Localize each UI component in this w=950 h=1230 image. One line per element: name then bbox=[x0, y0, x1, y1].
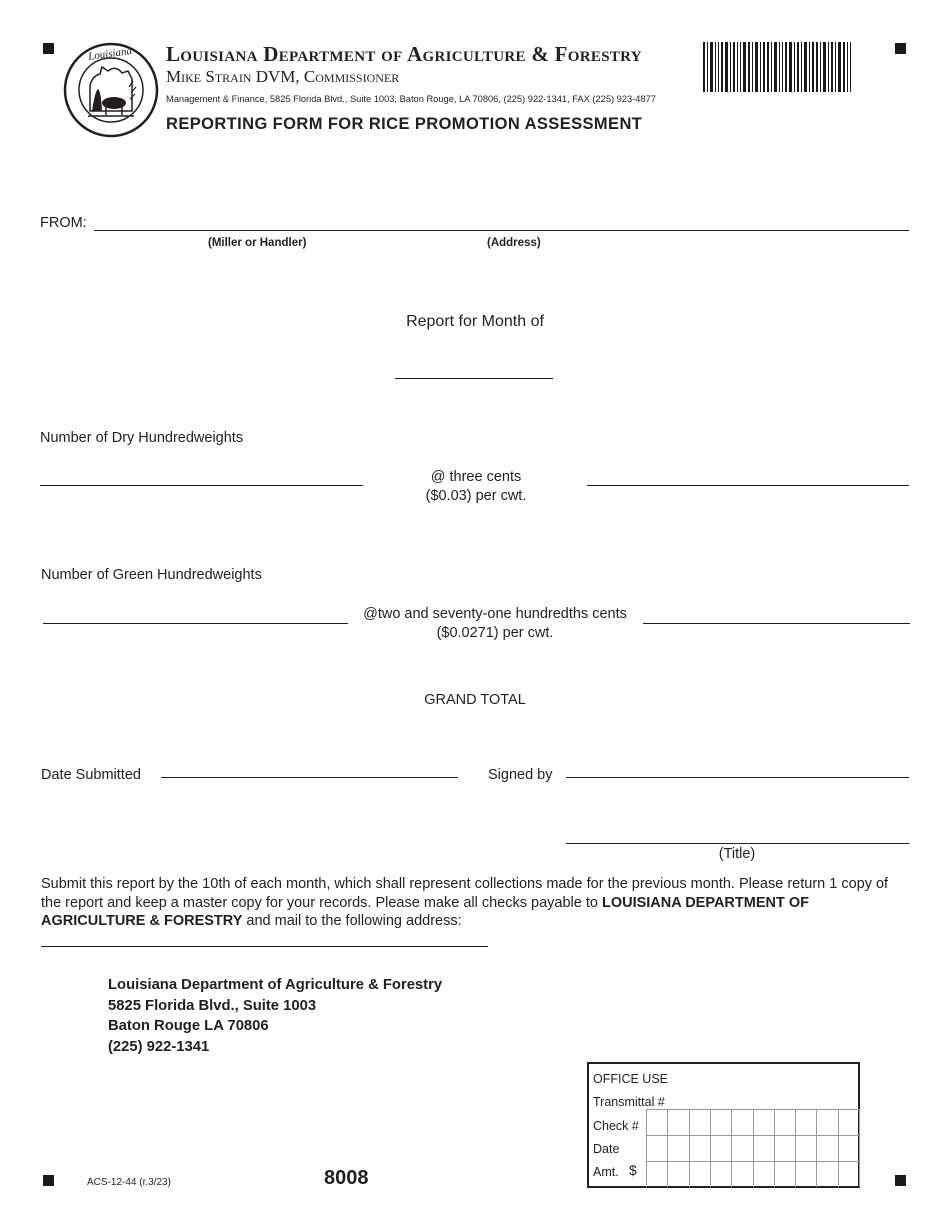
green-rate-line2: ($0.0271) per cwt. bbox=[436, 625, 554, 641]
mailing-address-line2: 5825 Florida Blvd., Suite 1003 bbox=[108, 997, 317, 1014]
mailing-address-line3: Baton Rouge LA 70806 bbox=[108, 1018, 269, 1034]
registration-mark-bottom-right bbox=[895, 1175, 906, 1186]
grid-column-line bbox=[753, 1109, 754, 1187]
grid-row-line bbox=[646, 1109, 859, 1110]
instructions-payee: LOUISIANA DEPARTMENT OF AGRICULTURE & FORESTRY bbox=[41, 894, 809, 929]
office-use-heading: OFFICE USE bbox=[593, 1072, 669, 1086]
from-label: FROM: bbox=[40, 215, 87, 231]
barcode-bar bbox=[703, 42, 705, 92]
dry-rate-line2: ($0.03) per cwt. bbox=[425, 488, 527, 504]
form-number: ACS-12-44 (r.3/23) bbox=[87, 1177, 171, 1188]
miller-handler-caption: (Miller or Handler) bbox=[208, 237, 307, 249]
dry-rate-line1: @ three cents bbox=[430, 469, 522, 485]
office-date-label: Date bbox=[593, 1142, 620, 1156]
barcode-bar bbox=[809, 42, 810, 92]
barcode-bar bbox=[710, 42, 713, 92]
barcode-bar bbox=[752, 42, 753, 92]
barcode-bar bbox=[782, 42, 783, 92]
grid-column-line bbox=[731, 1109, 732, 1187]
grid-column-line bbox=[646, 1109, 647, 1187]
form-title: REPORTING FORM FOR RICE PROMOTION ASSESSMENT bbox=[166, 115, 643, 133]
grid-row-line bbox=[646, 1135, 859, 1136]
barcode-bar bbox=[812, 42, 814, 92]
barcode-bar bbox=[820, 42, 821, 92]
barcode-bar bbox=[835, 42, 836, 92]
barcode-bar bbox=[771, 42, 772, 92]
barcode-bar bbox=[740, 42, 741, 92]
date-submitted-input-line[interactable] bbox=[161, 777, 458, 778]
grid-column-line bbox=[795, 1109, 796, 1187]
department-title: Louisiana Department of Agriculture & Forestry bbox=[166, 42, 642, 66]
registration-mark-top-right bbox=[895, 43, 906, 54]
grid-column-line bbox=[774, 1109, 775, 1187]
barcode-bar bbox=[847, 42, 848, 92]
currency-symbol: $ bbox=[629, 1162, 637, 1178]
barcode-bar bbox=[797, 42, 799, 92]
barcode-bar bbox=[760, 42, 761, 92]
grand-total-label: GRAND TOTAL bbox=[424, 692, 526, 708]
grid-column-line bbox=[710, 1109, 711, 1187]
barcode-bar bbox=[794, 42, 795, 92]
commissioner-line: Mike Strain DVM, Commissioner bbox=[166, 67, 400, 86]
barcode-bar bbox=[850, 42, 851, 92]
grid-column-line bbox=[838, 1109, 839, 1187]
barcode-bar bbox=[779, 42, 780, 92]
barcode-bar bbox=[721, 42, 723, 92]
report-month-input-line[interactable] bbox=[395, 378, 553, 379]
mailing-address bbox=[108, 975, 442, 1057]
dry-hundredweights-input-line[interactable] bbox=[40, 485, 363, 486]
address-caption: (Address) bbox=[487, 237, 541, 249]
barcode-bar bbox=[743, 42, 746, 92]
mailing-address-line1: Louisiana Department of Agriculture & Forestry bbox=[108, 977, 443, 993]
green-amount-input-line[interactable] bbox=[643, 623, 910, 624]
signed-by-label: Signed by bbox=[488, 767, 553, 783]
transmittal-label: Transmittal # bbox=[593, 1095, 665, 1109]
barcode-bar bbox=[828, 42, 829, 92]
barcode-bar bbox=[737, 42, 738, 92]
amount-label: Amt. bbox=[593, 1165, 619, 1179]
department-seal bbox=[62, 41, 160, 139]
mailing-address-phone: (225) 922-1341 bbox=[108, 1038, 210, 1055]
barcode-bar bbox=[823, 42, 826, 92]
green-rate-line1: @two and seventy-one hundredths cents bbox=[363, 606, 627, 622]
dry-hundredweights-label: Number of Dry Hundredweights bbox=[40, 430, 244, 446]
barcode bbox=[703, 42, 853, 92]
barcode-bar bbox=[725, 42, 728, 92]
title-input-line[interactable] bbox=[566, 843, 909, 844]
barcode-bar bbox=[843, 42, 845, 92]
seal-script-text: Louisiana bbox=[87, 44, 133, 64]
grid-column-line bbox=[689, 1109, 690, 1187]
barcode-bar bbox=[804, 42, 807, 92]
grid-row-line bbox=[646, 1161, 859, 1162]
barcode-bar bbox=[755, 42, 758, 92]
from-input-line[interactable] bbox=[94, 230, 909, 231]
office-use-entry-grid[interactable] bbox=[646, 1109, 859, 1187]
instructions-paragraph bbox=[41, 875, 903, 931]
barcode-bar bbox=[816, 42, 818, 92]
barcode-bar bbox=[774, 42, 777, 92]
check-number-label: Check # bbox=[593, 1119, 639, 1133]
green-hundredweights-label: Number of Green Hundredweights bbox=[41, 567, 262, 583]
barcode-bar bbox=[733, 42, 735, 92]
dry-amount-input-line[interactable] bbox=[587, 485, 909, 486]
registration-mark-top-left bbox=[43, 43, 54, 54]
barcode-bar bbox=[707, 42, 708, 92]
barcode-bar bbox=[801, 42, 802, 92]
grid-column-line bbox=[816, 1109, 817, 1187]
registration-mark-bottom-left bbox=[43, 1175, 54, 1186]
title-caption: (Title) bbox=[718, 846, 756, 862]
grid-column-line bbox=[859, 1109, 860, 1187]
barcode-bar bbox=[789, 42, 792, 92]
grid-column-line bbox=[667, 1109, 668, 1187]
department-address-line: Management & Finance, 5825 Florida Blvd., Suite 1003, Baton Rouge, LA 70806, (225) 922-1341, FAX (225) 923-4877 bbox=[166, 94, 656, 104]
barcode-bar bbox=[748, 42, 750, 92]
report-month-label: Report for Month of bbox=[406, 313, 544, 330]
form-code: 8008 bbox=[324, 1167, 369, 1189]
green-hundredweights-input-line[interactable] bbox=[43, 623, 348, 624]
instructions-text-start: Submit this report by the 10th of each month, which shall represent collections made for the previous month. Please return 1 copy of the report and keep a master copy for your records. Please make all checks payable to bbox=[41, 876, 889, 911]
barcode-bar bbox=[730, 42, 731, 92]
signed-by-input-line[interactable] bbox=[566, 777, 909, 778]
instructions-text-end: and mail to the following address: bbox=[242, 913, 462, 929]
date-submitted-label: Date Submitted bbox=[41, 767, 141, 783]
barcode-bar bbox=[838, 42, 841, 92]
office-use-box bbox=[587, 1062, 860, 1188]
barcode-bar bbox=[715, 42, 716, 92]
instructions-divider bbox=[41, 946, 488, 947]
barcode-bar bbox=[763, 42, 765, 92]
barcode-bar bbox=[831, 42, 833, 92]
barcode-bar bbox=[785, 42, 787, 92]
barcode-bar bbox=[767, 42, 769, 92]
barcode-bar bbox=[718, 42, 719, 92]
